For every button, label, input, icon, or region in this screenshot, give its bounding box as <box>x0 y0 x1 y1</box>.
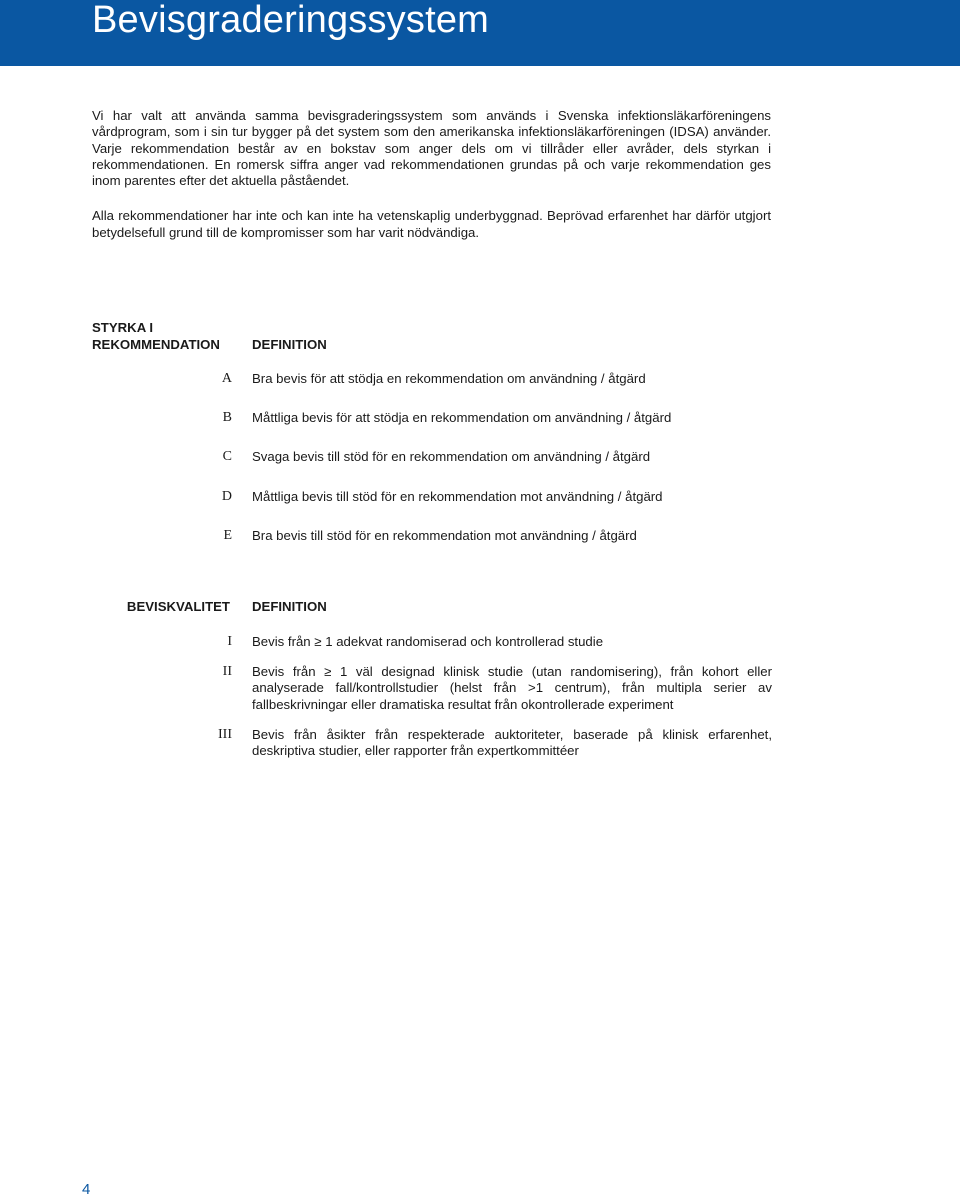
recommendation-definition: Svaga bevis till stöd för en rekommendation om användning / åtgärd <box>252 449 651 464</box>
evidence-definition: Bevis från ≥ 1 väl designad klinisk studie (utan randomisering), från kohort eller analyserade fall/kontrollstudier (helst från >1 centrum), från multipla serier av fallbeskrivningar eller dramatiska resultat från okontrollerade experiment <box>252 664 772 712</box>
header-band <box>0 0 960 66</box>
evidence-grade: III <box>218 727 232 742</box>
recommendation-grade: D <box>221 489 232 504</box>
recommendation-header-line1: STYRKA I <box>92 320 154 335</box>
intro-text <box>92 108 771 260</box>
intro-paragraph: Vi har valt att använda samma bevisgraderingssystem som används i Svenska infektionsläkarföreningens vårdprogram, som i sin tur bygger på det system som den amerikanska infektionsläkarföreningen (IDSA) använder. Varje rekommendation består av en bokstav som anger dels om vi tillråder eller avråder, dels styrkan i rekommendationen. En romersk siffra anger vad rekommendationen grundas på och varje rekommendation ges inom parentes efter det aktuella påståendet. <box>92 108 771 189</box>
evidence-grade: II <box>222 664 232 679</box>
recommendation-grade: A <box>221 371 232 386</box>
recommendation-definition: Måttliga bevis till stöd för en rekommendation mot användning / åtgärd <box>252 489 663 504</box>
page-number: 4 <box>82 1181 91 1198</box>
recommendation-definition-header: DEFINITION <box>252 337 327 352</box>
evidence-grade: I <box>227 634 232 649</box>
recommendation-definition: Bra bevis för att stödja en rekommendation om användning / åtgärd <box>252 371 646 386</box>
recommendation-header-line2: REKOMMENDATION <box>92 337 220 352</box>
recommendation-grade: E <box>223 528 232 543</box>
page-title: Bevisgraderingssystem <box>92 0 490 41</box>
evidence-definition-header: DEFINITION <box>252 599 327 614</box>
evidence-header: BEVISKVALITET <box>126 599 230 614</box>
evidence-definition: Bevis från ≥ 1 adekvat randomiserad och kontrollerad studie <box>252 634 604 649</box>
intro-paragraph: Alla rekommendationer har inte och kan inte ha vetenskaplig underbyggnad. Beprövad erfarenhet har därför utgjort betydelsefull grund till de kompromisser som har varit nödvändiga. <box>92 208 771 240</box>
recommendation-definition: Måttliga bevis för att stödja en rekommendation om användning / åtgärd <box>252 410 672 425</box>
evidence-definition: Bevis från åsikter från respekterade auktoriteter, baserade på klinisk erfarenhet, deskriptiva studier, eller rapporter från expertkommittéer <box>252 727 772 759</box>
recommendation-grade: C <box>222 449 232 464</box>
recommendation-definition: Bra bevis till stöd för en rekommendation mot användning / åtgärd <box>252 528 637 543</box>
recommendation-grade: B <box>222 410 232 425</box>
